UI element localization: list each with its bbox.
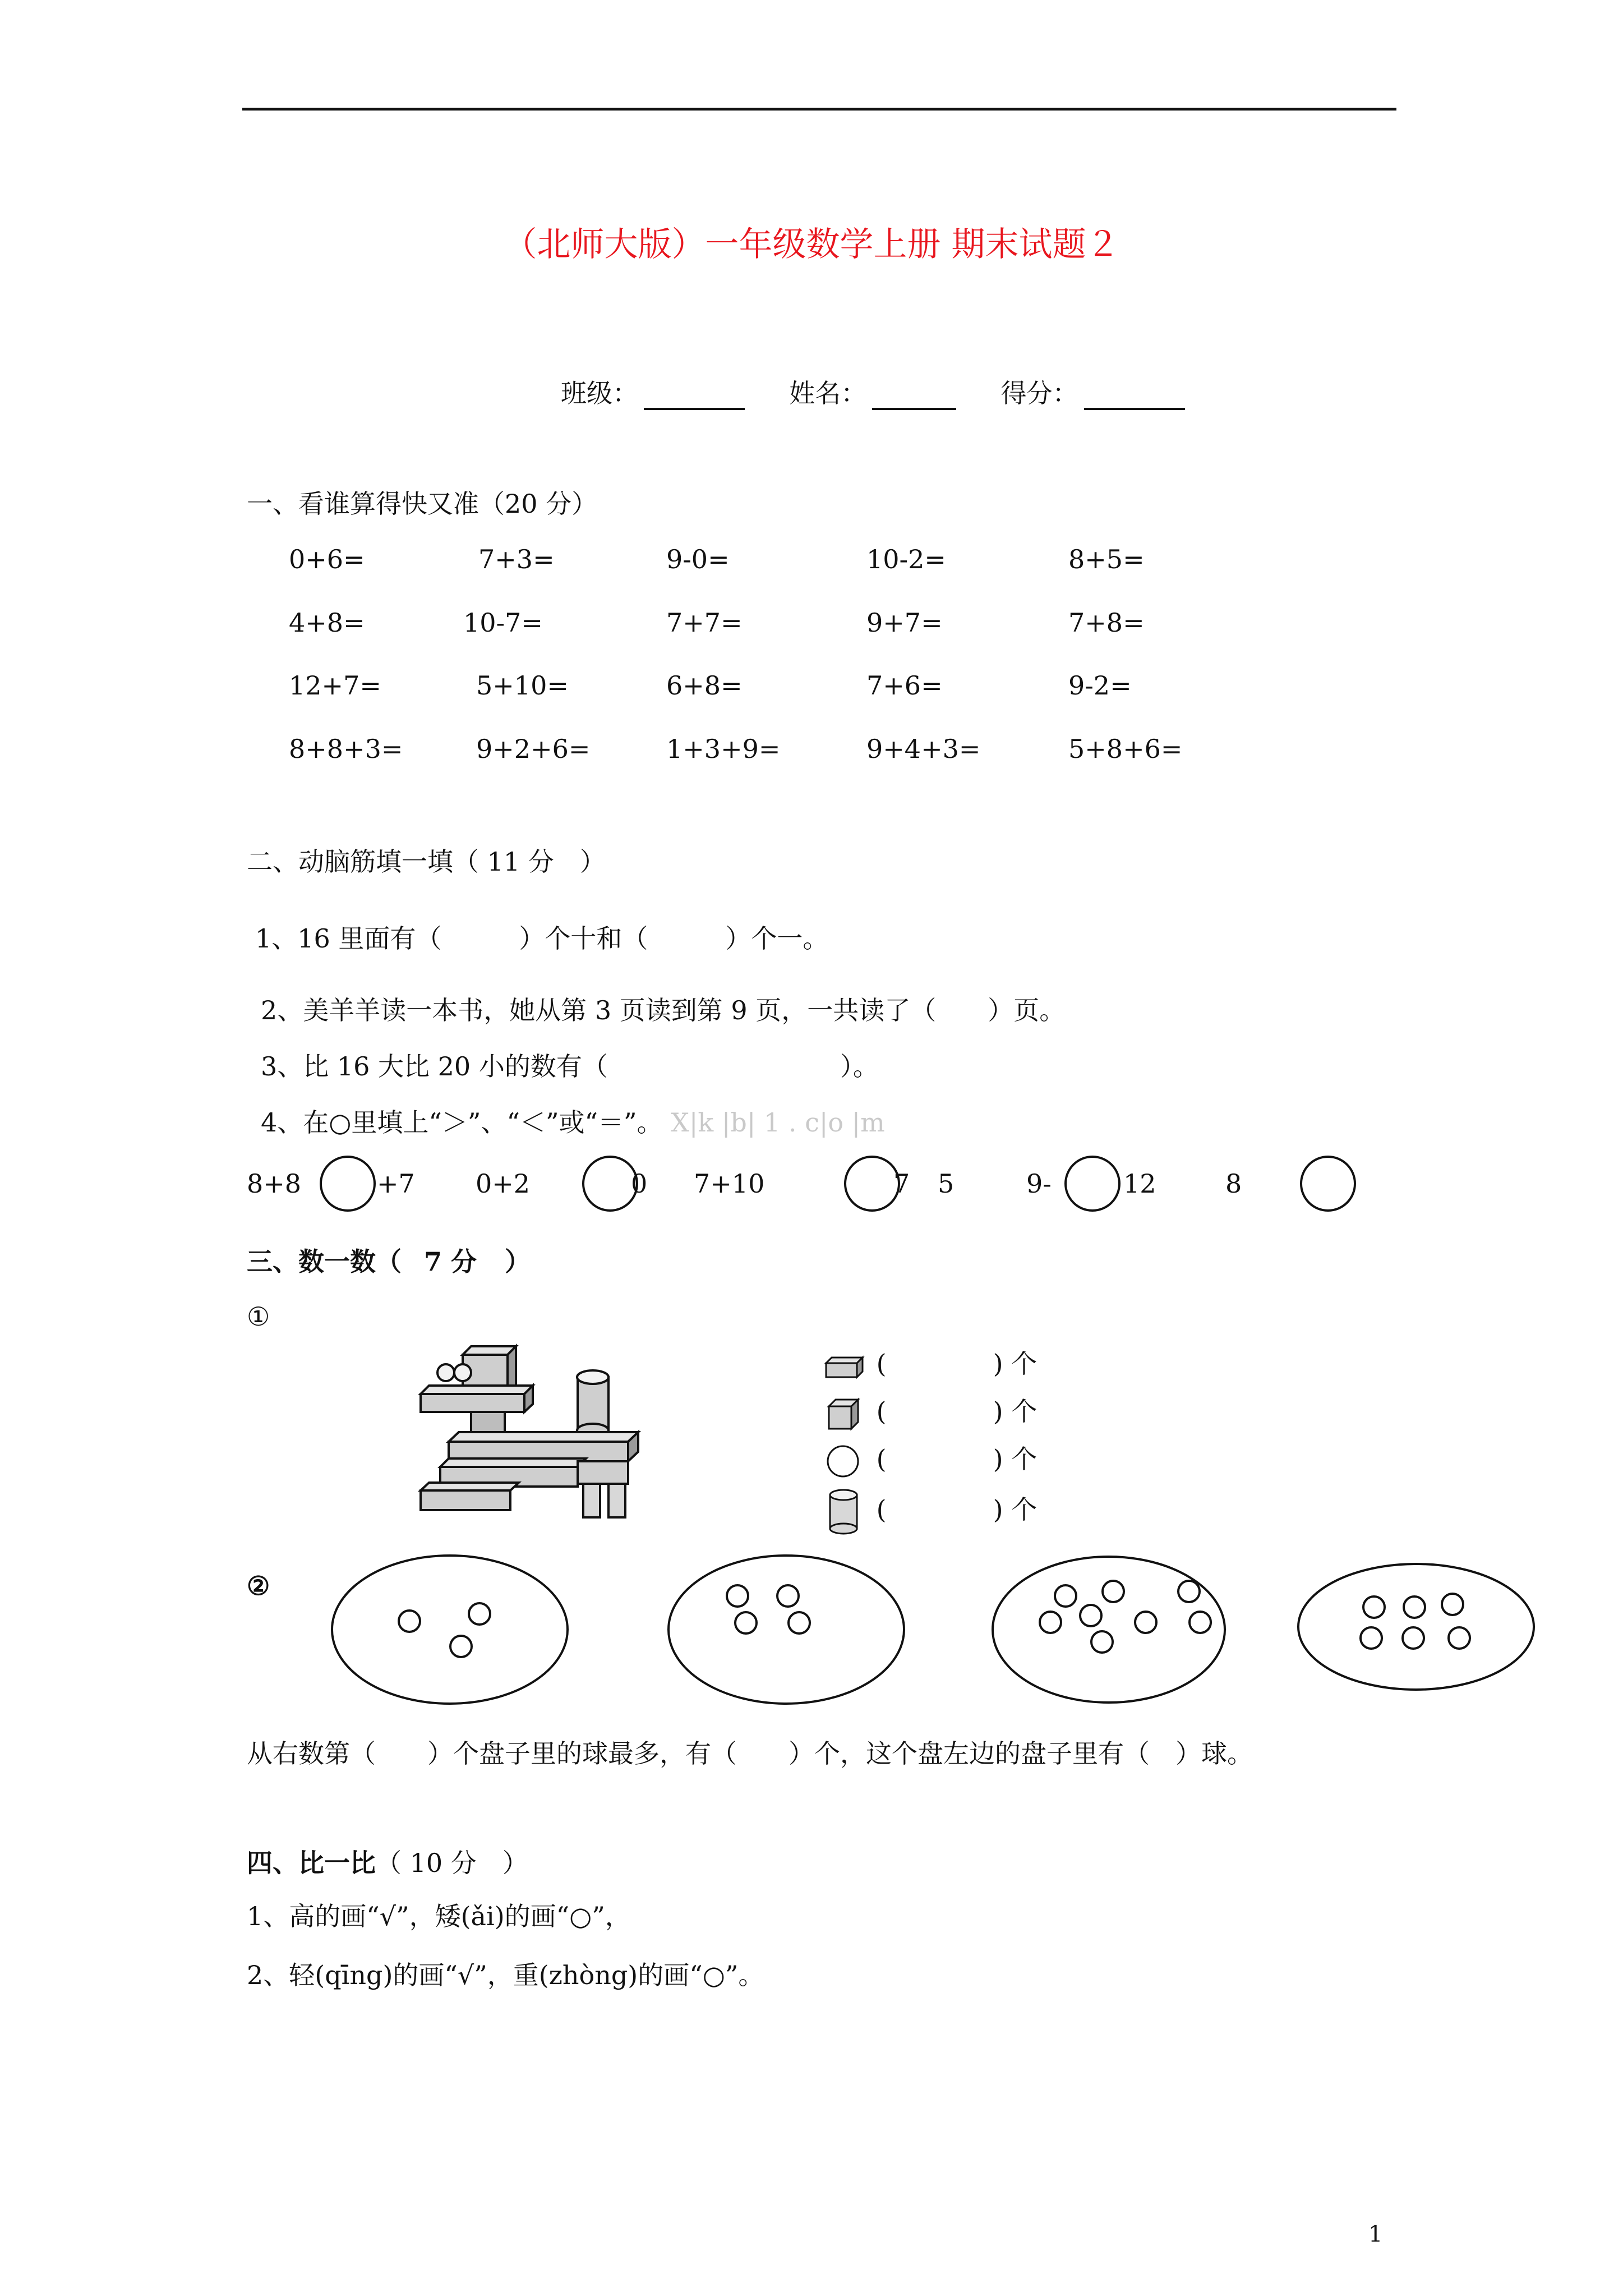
section4-heading-text: 四、比一比	[247, 1848, 376, 1878]
count-unit: 个	[1011, 1396, 1038, 1427]
count-unit: 个	[1011, 1444, 1038, 1474]
compare-circle-a[interactable]	[320, 1156, 376, 1212]
section4-points: （ 10 分 ）	[376, 1848, 528, 1878]
problem: 0+6=	[289, 544, 365, 574]
problem: 9-0=	[666, 544, 730, 574]
compare-circle-e[interactable]	[1300, 1156, 1356, 1212]
problem: 8+5=	[1068, 544, 1145, 574]
problem: 7+7=	[666, 608, 743, 638]
page-number: 1	[1368, 2221, 1383, 2247]
problem: 8+8+3=	[289, 734, 403, 764]
cylinder-icon	[823, 1487, 868, 1537]
count-paren-left: (	[876, 1349, 887, 1379]
info-line	[561, 373, 1191, 410]
question-1: 1、16 里面有（ ）个十和（ ）个一。	[255, 923, 829, 954]
section3-heading-text: 三、数一数（	[247, 1246, 402, 1277]
problem: 9+7=	[866, 608, 943, 638]
name-label: 姓名：	[789, 378, 867, 408]
count-unit: 个	[1011, 1494, 1038, 1525]
compare-c-left: 7+10	[694, 1168, 765, 1199]
count-paren-right: )	[993, 1444, 1003, 1474]
problem: 10-2=	[866, 544, 946, 574]
question-4	[261, 1102, 885, 1139]
compare-b-right: 0	[631, 1168, 648, 1199]
question-2: 2、美羊羊读一本书，她从第 3 页读到第 9 页，一共读了（ ）页。	[261, 995, 1066, 1025]
count-row-sphere	[823, 1439, 1037, 1481]
section2-heading: 二、动脑筋填一填（ 11 分 ）	[247, 846, 606, 877]
top-rule	[242, 108, 1396, 111]
compare-d-left: 9-	[1026, 1168, 1052, 1199]
count-paren-right: )	[993, 1494, 1003, 1525]
section3-heading	[247, 1241, 531, 1278]
problem: 9+4+3=	[866, 734, 981, 764]
section1-heading: 一、看谁算得快又准（20 分）	[247, 489, 598, 519]
section4-question-1: 1、高的画“√”，矮(ǎi)的画“○”，	[247, 1901, 631, 1931]
plates-illustration	[331, 1551, 1565, 1708]
name-blank[interactable]	[872, 383, 956, 410]
problem: 9+2+6=	[476, 734, 591, 764]
section4-question-2: 2、轻(qīng)的画“√”，重(zhòng)的画“○”。	[247, 1960, 764, 1990]
problem: 9-2=	[1068, 670, 1132, 701]
problem: 7+3=	[478, 544, 555, 574]
question-4-text: 4、在○里填上“＞”、“＜”或“＝”。	[261, 1107, 663, 1138]
count-paren-right: )	[993, 1349, 1003, 1379]
count-row-cylinder	[823, 1487, 1037, 1537]
compare-a-right: +7	[377, 1168, 415, 1199]
problem: 5+10=	[476, 670, 569, 701]
compare-a-left: 8+8	[247, 1168, 302, 1199]
problem: 1+3+9=	[666, 734, 781, 764]
page-title: （北师大版）一年级数学上册 期末试题２	[503, 225, 1120, 264]
compare-circle-c[interactable]	[844, 1156, 900, 1212]
compare-c-right: 7	[893, 1168, 910, 1199]
problem: 7+8=	[1068, 608, 1145, 638]
problem: 6+8=	[666, 670, 743, 701]
cuboid-icon	[823, 1349, 868, 1383]
cube-icon	[823, 1394, 868, 1433]
count-row-cube	[823, 1391, 1037, 1433]
count-paren-right: )	[993, 1396, 1003, 1427]
sphere-icon	[823, 1442, 868, 1481]
problem: 12+7=	[289, 670, 381, 701]
question-3: 3、比 16 大比 20 小的数有（ ）。	[261, 1051, 879, 1082]
section4-heading	[247, 1843, 528, 1880]
count-paren-left: (	[876, 1444, 887, 1474]
problem: 7+6=	[866, 670, 943, 701]
compare-circle-b[interactable]	[582, 1156, 638, 1212]
block-stack-illustration	[415, 1338, 651, 1523]
compare-e-left: 8	[1225, 1168, 1242, 1199]
count-row-cuboid	[823, 1343, 1037, 1383]
watermark-text: X|k |b| 1 . c|o |m	[671, 1107, 885, 1138]
problem: 4+8=	[289, 608, 365, 638]
count-paren-left: (	[876, 1396, 887, 1427]
problem: 5+8+6=	[1068, 734, 1183, 764]
count-unit: 个	[1011, 1349, 1038, 1379]
plates-question: 从右数第（ ）个盘子里的球最多，有（ ）个，这个盘左边的盘子里有（ ）球。	[247, 1738, 1253, 1769]
compare-b-left: 0+2	[476, 1168, 531, 1199]
section3-close: ）	[505, 1246, 531, 1277]
score-blank[interactable]	[1084, 383, 1185, 410]
part2-marker: ②	[247, 1571, 270, 1601]
class-blank[interactable]	[644, 383, 745, 410]
problem: 10-7=	[463, 608, 543, 638]
class-label: 班级：	[561, 378, 638, 408]
score-label: 得分：	[1000, 378, 1078, 408]
part1-marker: ①	[247, 1301, 270, 1332]
compare-d-right: 12	[1123, 1168, 1156, 1199]
compare-c-extra: 5	[938, 1168, 955, 1199]
section3-points: 7 分	[424, 1246, 477, 1277]
count-paren-left: (	[876, 1494, 887, 1525]
compare-circle-d[interactable]	[1064, 1156, 1121, 1212]
